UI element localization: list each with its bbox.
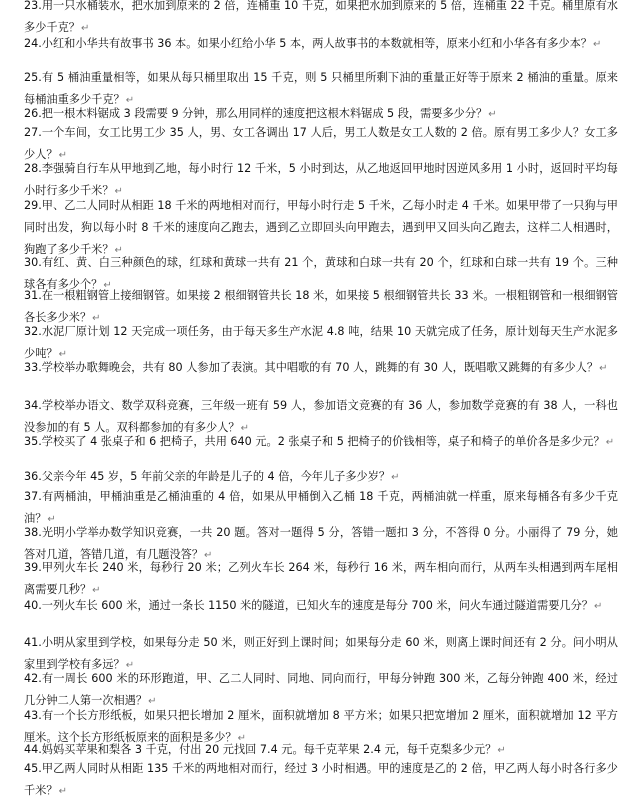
question-24: 24.小红和小华共有故事书 36 本。如果小红给小华 5 本，两人故事书的本数就相等，原来小红和小华各有多少本？↵ <box>24 37 602 50</box>
question-27: 27.一个车间，女工比男工少 35 人，男、女工各调出 17 人后，男工人数是女工人数的 2 倍。原有男工多少人？女工多少人？↵ <box>24 126 618 161</box>
paragraph-mark-icon: ↵ <box>599 363 608 374</box>
paragraph-mark-icon: ↵ <box>593 39 602 50</box>
paragraph-mark-icon: ↵ <box>92 585 101 596</box>
question-36: 36.父亲今年 45 岁，5 年前父亲的年龄是儿子的 4 倍，今年儿子多少岁？↵ <box>24 470 400 483</box>
paragraph-mark-icon: ↵ <box>103 280 112 291</box>
paragraph-mark-icon: ↵ <box>125 660 135 671</box>
paragraph-mark-icon: ↵ <box>605 437 615 448</box>
paragraph-mark-icon: ↵ <box>497 745 506 756</box>
question-25: 25.有 5 桶油重量相等，如果从每只桶里取出 15 千克，则 5 只桶里所剩下油的重量正好等于原来 2 桶油的重量。原来每桶油重多少千克？↵ <box>24 71 618 106</box>
question-35: 35.学校买了 4 张桌子和 6 把椅子，共用 640 元。2 张桌子和 5 把椅子的价钱相等，桌子和椅子的单价各是多少元？↵ <box>24 435 615 448</box>
question-23: 23.用一只水桶装水，把水加到原来的 2 倍，连桶重 10 千克，如果把水加到原来的 5 倍，连桶重 22 千克。桶里原有水多少千克？↵ <box>24 0 618 34</box>
question-33: 33.学校举办歌舞晚会，共有 80 人参加了表演。其中唱歌的有 70 人，跳舞的有 30 人，既唱歌又跳舞的有多少人？↵ <box>24 361 608 374</box>
paragraph-mark-icon: ↵ <box>58 786 67 797</box>
question-40: 40.一列火车长 600 米，通过一条长 1150 米的隧道，已知火车的速度是每分 700 米，问火车通过隧道需要几分？↵ <box>24 599 603 612</box>
paragraph-mark-icon: ↵ <box>47 514 56 525</box>
paragraph-mark-icon: ↵ <box>594 601 603 612</box>
paragraph-mark-icon: ↵ <box>488 109 497 120</box>
question-43: 43.有一个长方形纸板，如果只把长增加 2 厘米，面积就增加 8 平方米；如果只把宽增加 2 厘米，面积就增加 12 平方厘米。这个长方形纸板原来的面积是多少？↵ <box>24 709 618 744</box>
question-37: 37.有两桶油，甲桶油重是乙桶油重的 4 倍，如果从甲桶倒入乙桶 18 千克，两桶油就一样重，原来每桶各有多少千克油？↵ <box>24 490 618 525</box>
paragraph-mark-icon: ↵ <box>240 423 249 434</box>
question-26: 26.把一根木料锯成 3 段需要 9 分钟，那么用同样的速度把这根木料锯成 5 段，需要多少分？↵ <box>24 107 497 120</box>
question-45: 45.甲乙两人同时从相距 135 千米的两地相对而行，经过 3 小时相遇。甲的速度是乙的 2 倍，甲乙两人每小时各行多少千米？↵ <box>24 762 618 797</box>
paragraph-mark-icon: ↵ <box>114 186 123 197</box>
question-34: 34.学校举办语文、数学双科竞赛，三年级一班有 59 人，参加语文竞赛的有 36 人，参加数学竞赛的有 38 人，一科也没参加的有 5 人。双科都参加的有多少人？↵ <box>24 399 618 434</box>
question-32: 32.水泥厂原计划 12 天完成一项任务，由于每天多生产水泥 4.8 吨，结果 10 天就完成了任务，原计划每天生产水泥多少吨？↵ <box>24 325 618 360</box>
paragraph-mark-icon: ↵ <box>125 95 135 106</box>
paragraph-mark-icon: ↵ <box>204 550 213 561</box>
paragraph-mark-icon: ↵ <box>237 733 246 744</box>
question-39: 39.甲列火车长 240 米，每秒行 20 米；乙列火车长 264 米，每秒行 16 米，两车相向而行，从两车头相遇到两车尾相离需要几秒？↵ <box>24 561 618 596</box>
question-29: 29.甲、乙二人同时从相距 18 千米的两地相对而行，甲每小时行走 5 千米，乙每小时走 4 千米。如果甲带了一只狗与甲同时出发，狗以每小时 8 千米的速度向乙跑去，遇到乙立即回头向甲跑去，遇到甲又回头向乙跑去，这样二人相遇时，狗跑了多少千米？↵ <box>24 199 618 256</box>
paragraph-mark-icon: ↵ <box>58 150 67 161</box>
question-42: 42.有一周长 600 米的环形跑道，甲、乙二人同时、同地、同向而行，甲每分钟跑 300 米，乙每分钟跑 400 米，经过几分钟二人第一次相遇？↵ <box>24 672 618 707</box>
paragraph-mark-icon: ↵ <box>58 349 67 360</box>
question-38: 38.光明小学举办数学知识竞赛，一共 20 题。答对一题得 5 分，答错一题扣 3 分，不答得 0 分。小丽得了 79 分，她答对几道，答错几道，有几题没答？↵ <box>24 526 618 561</box>
paragraph-mark-icon: ↵ <box>114 245 123 256</box>
question-31: 31.在一根粗钢管上接细钢管。如果接 2 根细钢管共长 18 米，如果接 5 根细钢管共长 33 米。一根粗钢管和一根细钢管各长多少米？↵ <box>24 289 618 324</box>
paragraph-mark-icon: ↵ <box>92 313 101 324</box>
paragraph-mark-icon: ↵ <box>80 23 90 34</box>
question-41: 41.小明从家里到学校，如果每分走 50 米，则正好到上课时间；如果每分走 60 米，则离上课时间还有 2 分。问小明从家里到学校有多远？↵ <box>24 636 618 671</box>
question-30: 30.有红、黄、白三种颜色的球，红球和黄球一共有 21 个，黄球和白球一共有 20 个，红球和白球一共有 19 个。三种球各有多少个？↵ <box>24 256 618 291</box>
question-28: 28.李强骑自行车从甲地到乙地，每小时行 12 千米，5 小时到达，从乙地返回甲地时因逆风多用 1 小时，返回时平均每小时行多少千米？↵ <box>24 162 618 197</box>
paragraph-mark-icon: ↵ <box>148 696 157 707</box>
paragraph-mark-icon: ↵ <box>391 472 400 483</box>
question-44: 44.妈妈买苹果和梨各 3 千克，付出 20 元找回 7.4 元。每千克苹果 2.4 元，每千克梨多少元？↵ <box>24 743 506 756</box>
